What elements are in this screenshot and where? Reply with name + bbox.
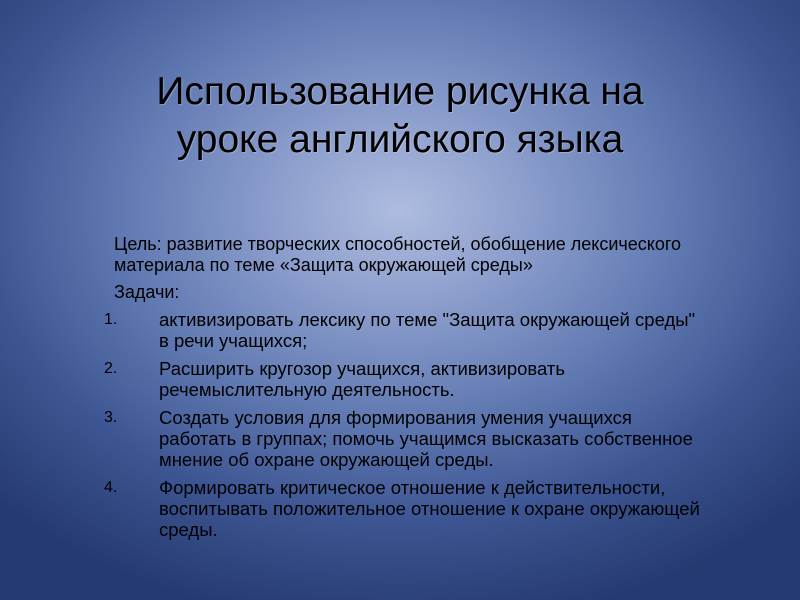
slide-title-line-2: уроке английского языка bbox=[176, 118, 624, 161]
tasks-label: Задачи: bbox=[114, 282, 180, 302]
task-item-4 bbox=[104, 477, 704, 540]
goal-text: Цель: развитие творческих способностей, обобщение лексического материала по теме «Защита окружающей среды» bbox=[114, 234, 682, 275]
task-text: Создать условия для формирования умения учащихся работать в группах; помочь учащимся высказать собственное мнение об охране окружающей среды. bbox=[159, 407, 693, 470]
task-text: Расширить кругозор учащихся, активизировать речемыслительную деятельность. bbox=[159, 358, 566, 400]
task-number: 2. bbox=[104, 360, 118, 377]
slide-title bbox=[60, 68, 740, 164]
task-item-3 bbox=[104, 407, 704, 470]
task-number: 4. bbox=[104, 479, 118, 496]
slide-title-line-1: Использование рисунка на bbox=[156, 70, 644, 113]
task-number: 1. bbox=[104, 311, 118, 328]
slide-body bbox=[104, 234, 704, 547]
task-text: Формировать критическое отношение к действительности, воспитывать положительное отношение к охране окружающей среды. bbox=[159, 477, 700, 540]
task-text: активизировать лексику по теме "Защита окружающей среды" в речи учащихся; bbox=[159, 309, 696, 351]
task-item-1 bbox=[104, 309, 704, 351]
task-number: 3. bbox=[104, 409, 118, 426]
tasks-list bbox=[104, 309, 704, 540]
task-item-2 bbox=[104, 358, 704, 400]
